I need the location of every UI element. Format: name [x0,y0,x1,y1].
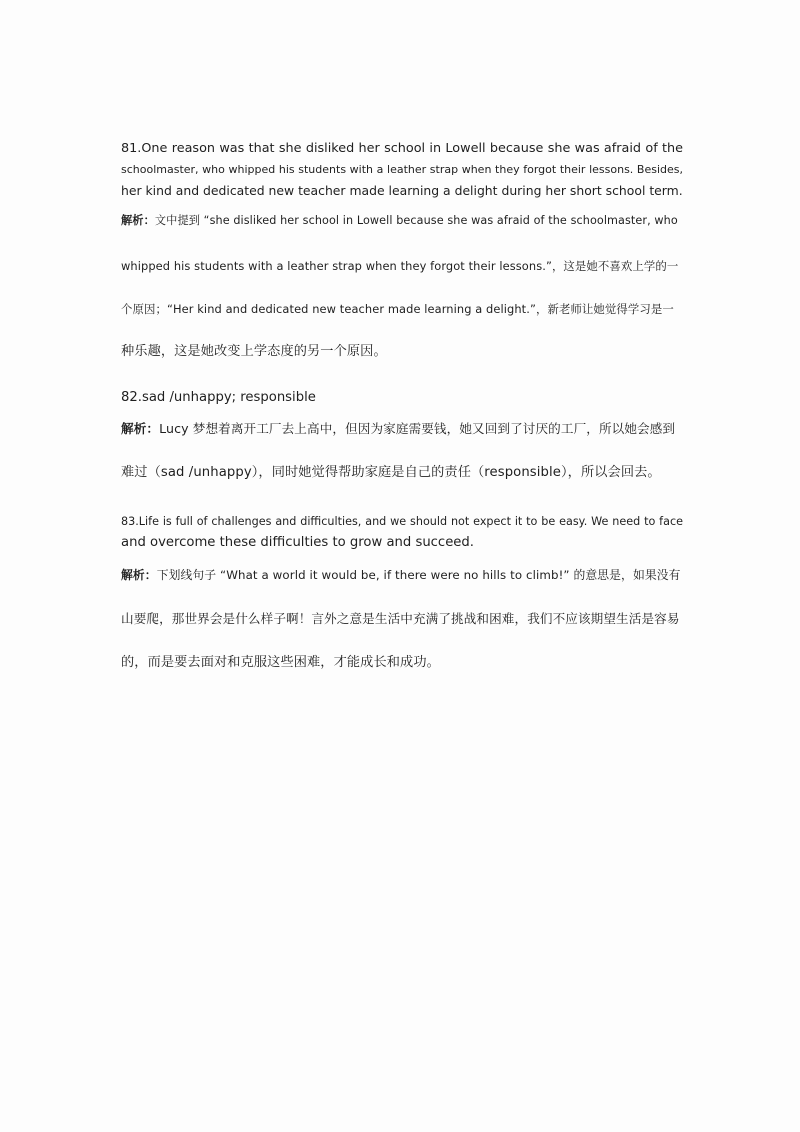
analysis-text: Lucy 梦想着离开工厂去上高中，但因为家庭需要钱，她又回到了讨厌的工厂，所以她会感到 [159,421,676,436]
analysis-line [121,212,678,230]
answer-text-line: her kind and dedicated new teacher made learning a delight during her short school term. [121,183,683,198]
analysis-text: 文中提到 “she disliked her school in Lowell because she was afraid of the schoolmaster, who [154,214,678,227]
analysis-line [121,420,675,438]
analysis-label: 解析： [121,421,160,436]
analysis-line: 个原因；“Her kind and dedicated new teacher made learning a delight.”，新老师让她觉得学习是一 [121,302,674,316]
analysis-line: 难过（sad /unhappy），同时她觉得帮助家庭是自己的责任（responsible），所以会回去。 [121,465,661,480]
analysis-text: 下划线句子 “What a world it would be, if there were no hills to climb!” 的意思是，如果没有 [156,568,681,582]
answer-text-line: 81.One reason was that she disliked her school in Lowell because she was afraid of the [121,141,683,156]
analysis-line: whipped his students with a leather strap when they forgot their lessons.”，这是她不喜欢上学的一 [121,259,679,273]
answer-text-line: 83.Life is full of challenges and difficulties, and we should not expect it to be easy. We need to face [121,515,683,528]
analysis-line: 的，而是要去面对和克服这些困难，才能成长和成功。 [121,655,440,670]
analysis-line: 种乐趣，这是她改变上学态度的另一个原因。 [121,344,387,359]
analysis-line [121,566,681,584]
analysis-label: 解析： [121,214,155,227]
answer-text-line: 82.sad /unhappy; responsible [121,390,316,405]
analysis-label: 解析： [121,568,157,582]
answer-text-line: schoolmaster, who whipped his students with a leather strap when they forgot their lessons. Besides, [121,163,683,176]
answer-text-line: and overcome these difficulties to grow and succeed. [121,535,474,550]
analysis-line: 山要爬，那世界会是什么样子啊！言外之意是生活中充满了挑战和困难，我们不应该期望生活是容易 [121,611,680,626]
